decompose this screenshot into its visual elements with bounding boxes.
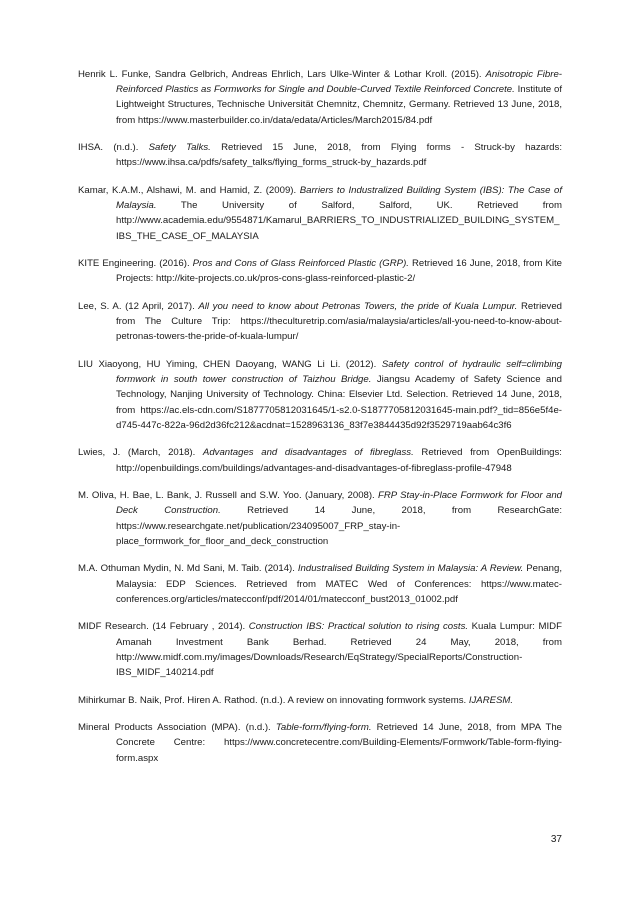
reference-entry: IHSA. (n.d.). Safety Talks. Retrieved 15 June, 2018, from Flying forms - Struck-by hazards: https://www.ihsa.ca/pdfs/safety_talks/flying_forms_struck-by_hazards.pdf bbox=[78, 142, 562, 169]
reference-entry: Henrik L. Funke, Sandra Gelbrich, Andreas Ehrlich, Lars Ulke-Winter & Lothar Kroll. (2015). Anisotropic Fibre-Reinforced Plastics as Formworks for Single and Double-Curved Textile Reinforced Concrete. Institute of Lightweight Structures, Technische Universität Chemnitz, Chemnitz, Germany. Retrieved 13 June, 2018, from https://www.masterbuilder.co.in/data/edata/Articles/March2015/84.pdf bbox=[78, 69, 562, 126]
reference-entry: Mihirkumar B. Naik, Prof. Hiren A. Rathod. (n.d.). A review on innovating formwork systems. IJARESM. bbox=[78, 694, 514, 706]
reference-list bbox=[78, 67, 562, 778]
reference-entry: Mineral Products Association (MPA). (n.d.). Table-form/flying-form. Retrieved 14 June, 2018, from MPA The Concrete Centre: https://www.concretecentre.com/Building-Elements/Formwork/Table-form-flying-form.aspx bbox=[78, 722, 562, 764]
reference-entry: Lee, S. A. (12 April, 2017). All you need to know about Petronas Towers, the pride of Kuala Lumpur. Retrieved from The Culture Trip: https://theculturetrip.com/asia/malaysia/articles/all-you-need-to-know-about-petronas-towers-the-pride-of-kuala-lumpur/ bbox=[78, 301, 563, 343]
reference-entry: MIDF Research. (14 February , 2014). Construction IBS: Practical solution to rising costs. Kuala Lumpur: MIDF Amanah Investment Bank Berhad. Retrieved 24 May, 2018, from http://www.midf.com.my/images/Downloads/Research/EqStrategy/SpecialReports/Construction-IBS_MIDF_140214.pdf bbox=[78, 621, 562, 679]
reference-entry: Lwies, J. (March, 2018). Advantages and disadvantages of fibreglass. Retrieved from OpenBuildings: http://openbuildings.com/buildings/advantages-and-disadvantages-of-fibreglass-profile-47948 bbox=[78, 447, 562, 474]
reference-entry: Kamar, K.A.M., Alshawi, M. and Hamid, Z. (2009). Barriers to Industralized Building System (IBS): The Case of Malaysia. The University of Salford, Salford, UK. Retrieved from http://www.academia.edu/9554871/Kamarul_BARRIERS_TO_INDUSTRIALIZED_BUILDING_SYSTEM_IBS_THE_CASE_OF_MALAYSIA bbox=[78, 185, 562, 242]
reference-entry: M. Oliva, H. Bae, L. Bank, J. Russell and S.W. Yoo. (January, 2008). FRP Stay-in-Place Formwork for Floor and Deck Construction. Retrieved 14 June, 2018, from ResearchGate: https://www.researchgate.net/publication/234095007_FRP_stay-in-place_formwork_for_floor_and_deck_construction bbox=[78, 490, 562, 547]
page-number: 37 bbox=[550, 834, 562, 845]
reference-entry: KITE Engineering. (2016). Pros and Cons of Glass Reinforced Plastic (GRP). Retrieved 16 June, 2018, from Kite Projects: http://kite-projects.co.uk/pros-cons-glass-reinforced-plastic-2/ bbox=[78, 258, 562, 285]
reference-entry: M.A. Othuman Mydin, N. Md Sani, M. Taib. (2014). Industralised Building System in Malaysia: A Review. Penang, Malaysia: EDP Sciences. Retrieved from MATEC Wed of Conferences: https://www.matec-conferences.org/articles/matecconf/pdf/2014/01/matecconf_bust2013_01002.pdf bbox=[78, 563, 562, 605]
reference-entry: LIU Xiaoyong, HU Yiming, CHEN Daoyang, WANG Li Li. (2012). Safety control of hydraulic self=climbing formwork in south tower construction of Taizhou Bridge. Jiangsu Academy of Safety Science and Technology, Nanjing University of Technology. China: Elsevier Ltd. Selection. Retrieved 14 June, 2018, from https://ac.els-cdn.com/S1877705812031645/1-s2.0-S1877705812031645-main.pdf?_tid=856e5f4e-d745-447c-822a-96d2d36fc212&acdnat=1528963136_83f7e3844435d92f3529719aab64c3f6 bbox=[78, 359, 563, 431]
